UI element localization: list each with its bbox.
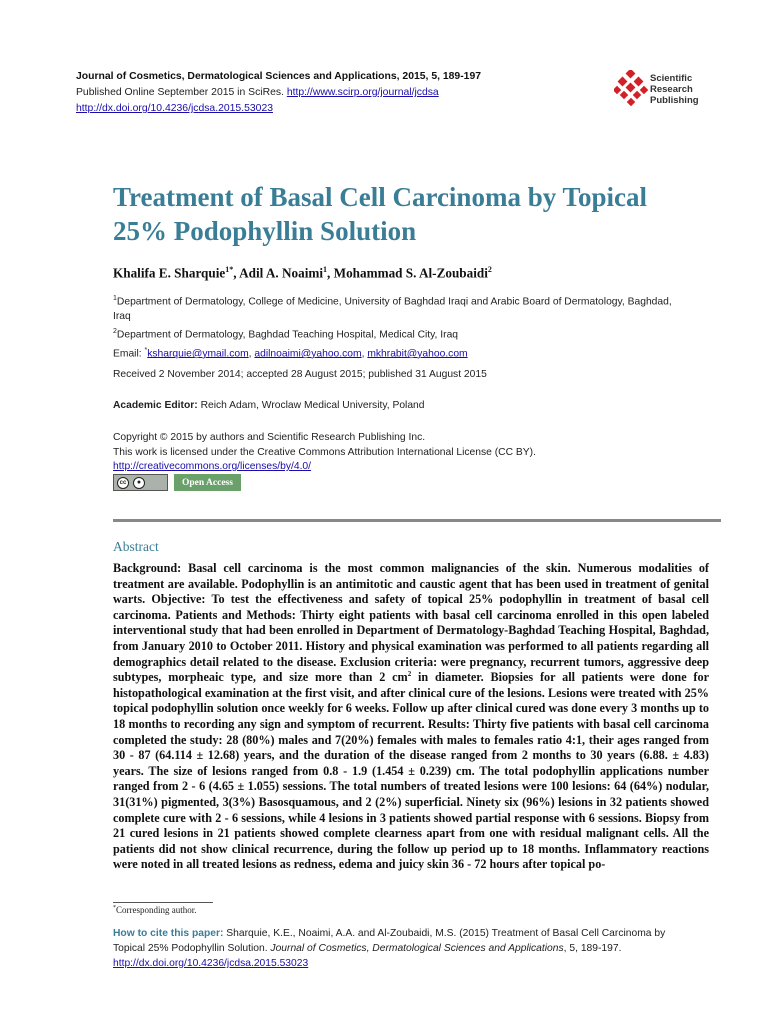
citation-journal: Journal of Cosmetics, Dermatological Sciences and Applications: [270, 943, 564, 954]
email-link-3[interactable]: mkhrabit@yahoo.com: [367, 348, 468, 360]
person-icon: ●: [133, 477, 145, 489]
citation-text: Sharquie, K.E., Noaimi, A.A. and Al-Zoubaidi, M.S. (2015) Treatment of Basal Cell Carcinoma by Topical 25% Podophyllin Solution.: [113, 928, 666, 954]
author-1-sup: 1*: [225, 265, 234, 274]
journal-citation-line: Journal of Cosmetics, Dermatological Sciences and Applications, 2015, 5, 189-197: [76, 71, 482, 82]
license-line: This work is licensed under the Creative Commons Attribution International License (CC BY).: [113, 446, 536, 458]
doi-line: [76, 101, 481, 117]
logo-line-1: Scientific: [650, 73, 693, 84]
journal-url-link[interactable]: http://www.scirp.org/journal/jcdsa: [286, 87, 439, 98]
open-access-badge[interactable]: Open Access: [174, 474, 241, 491]
license-url-line: [113, 460, 673, 475]
academic-editor: [113, 400, 425, 411]
copyright-line: Copyright © 2015 by authors and Scientific Research Publishing Inc.: [113, 432, 426, 443]
academic-editor-name: Reich Adam, Wroclaw Medical University, Poland: [200, 400, 425, 411]
received-dates: Received 2 November 2014; accepted 28 August 2015; published 31 August 2015: [113, 369, 487, 380]
citation-doi-link[interactable]: http://dx.doi.org/10.4236/jcdsa.2015.53023: [113, 958, 309, 969]
email-link-2[interactable]: adilnoaimi@yahoo.com: [254, 348, 362, 360]
footnote: [113, 905, 197, 915]
doi-link[interactable]: http://dx.doi.org/10.4236/jcdsa.2015.53023: [76, 103, 273, 114]
affiliations: [113, 291, 673, 361]
affiliation-2-text: Department of Dermatology, Baghdad Teaching Hospital, Medical City, Iraq: [116, 329, 459, 341]
email-link-1[interactable]: ksharquie@ymail.com: [147, 348, 249, 360]
abstract-heading: Abstract: [113, 539, 159, 554]
abstract-superscript: 2: [407, 670, 412, 679]
abstract-paragraph: [113, 561, 709, 873]
footnote-marker: *: [113, 905, 116, 911]
affiliation-2-sup: 2: [113, 328, 117, 336]
email-label: Email:: [113, 348, 142, 360]
section-divider: [113, 519, 721, 522]
abstract-text-part-1: Background: Basal cell carcinoma is the most common malignancies of the skin. Numerous modalities of treatment are available. Podophyllin is an antimitotic and caustic agent that has been used in treatment of genital warts. Objective: To test the effectiveness and safety of topical 25% podophyllin in treatment of basal cell carcinoma. Patients and Methods: Thirty eight patients with basal cell carcinoma enrolled in this open labeled interventional study that had been enrolled in Department of Dermatology-Baghdad Teaching Hospital, Baghdad, from January 2010 to October 2011. History and physical examination was performed to all patients regarding all demographics detail related to the disease. Exclusion criteria: were pregnancy, recurrent tumors, aggressive deep subtypes, morpheaic type, and size more than 2 cm: [113, 561, 709, 685]
license-badges: [113, 474, 241, 492]
author-3: Mohammad S. Al-Zoubaidi: [333, 265, 488, 281]
footnote-divider: [113, 902, 213, 903]
scirp-logo: [614, 70, 714, 110]
academic-editor-label: Academic Editor:: [113, 400, 198, 411]
affiliation-2: [113, 324, 673, 342]
affiliation-1: [113, 291, 673, 324]
author-2: Adil A. Noaimi: [239, 265, 324, 281]
affiliation-1-text: Department of Dermatology, College of Medicine, University of Baghdad Iraqi and Arabic Board of Dermatology, Baghdad, Iraq: [113, 296, 672, 323]
author-list: Khalifa E. Sharquie$^{1*}$, Adil A. Noaimi$^1$, Mohammad S. Al-Zoubaidi$^2$: [113, 265, 492, 281]
published-line: [76, 85, 481, 101]
author-3-sup: 2: [487, 265, 492, 274]
abstract-text-part-2: in diameter. Biopsies for all patients were done for histopathological examination at the first visit, and after clinical cure of the lesions. Lesions were treated with 25% topical podophyllin solution once weekly for 6 weeks. Follow up after clinical cured was done every 3 months up to 18 months to recording any sign and symptom of recurrent. Results: Thirty five patients with basal cell carcinoma completed the study: 28 (80%) males and 7(20%) females with males to females ratio 4:1, their ages ranged from 30 - 87 (64.114 ± 12.68) years, and the duration of the disease ranged from 2 months to 30 years (6.88. ± 4.83) years. The size of lesions ranged from 0.8 - 1.9 (1.454 ± 0.239) cm. The total podophyllin applications number ranged from 2 - 6 (4.65 ± 1.055) sessions. The total numbers of treated lesions were 100 lesions: 64 (64%) nodular, 31(31%) pigmented, 3(3%) Basosquamous, and 2 (2%) superficial. Ninety six (96%) lesions in 32 patients showed complete cure with 2 - 6 sessions, while 4 lesions in 3 patients showed partial response with 6 sessions. Biopsy from 21 cured lesions in 21 patients showed complete clearness apart from one with residual malignant cells. All the patients did not show clinical recurrence, during the follow up period up to 18 months. Inflammatory reactions were noted in all treated lesions as redness, edema and juicy skin 36 - 72 hours after topical po-: [113, 670, 709, 872]
cc-by-badge[interactable]: [113, 474, 168, 491]
email-sup: *: [144, 346, 148, 354]
scirp-logo-icon: [614, 70, 648, 108]
citation-block: [113, 926, 673, 971]
citation-label: How to cite this paper:: [113, 928, 224, 939]
email-line: Email: *ksharquie@ymail.com, adilnoaimi@yahoo.com, mkhrabit@yahoo.com: [113, 346, 468, 360]
logo-line-2: Research: [650, 84, 693, 95]
affiliation-1-sup: 1: [113, 295, 117, 302]
abstract-body: [113, 561, 709, 873]
paper-title: Treatment of Basal Cell Carcinoma by Topical 25% Podophyllin Solution: [113, 182, 648, 246]
author-2-sup: 1: [323, 265, 328, 274]
license-url-link[interactable]: http://creativecommons.org/licenses/by/4.0/: [113, 461, 312, 472]
published-text: Published Online September 2015 in SciRes.: [76, 87, 284, 98]
footnote-text: Corresponding author.: [116, 905, 197, 915]
cc-icon: cc: [117, 477, 129, 489]
copyright-block: [113, 431, 673, 475]
journal-header: [76, 69, 481, 117]
scirp-logo-text: [650, 73, 699, 106]
author-1: Khalifa E. Sharquie: [113, 265, 226, 281]
logo-line-3: Publishing: [650, 95, 699, 106]
citation-volume: , 5, 189-197.: [563, 943, 622, 954]
